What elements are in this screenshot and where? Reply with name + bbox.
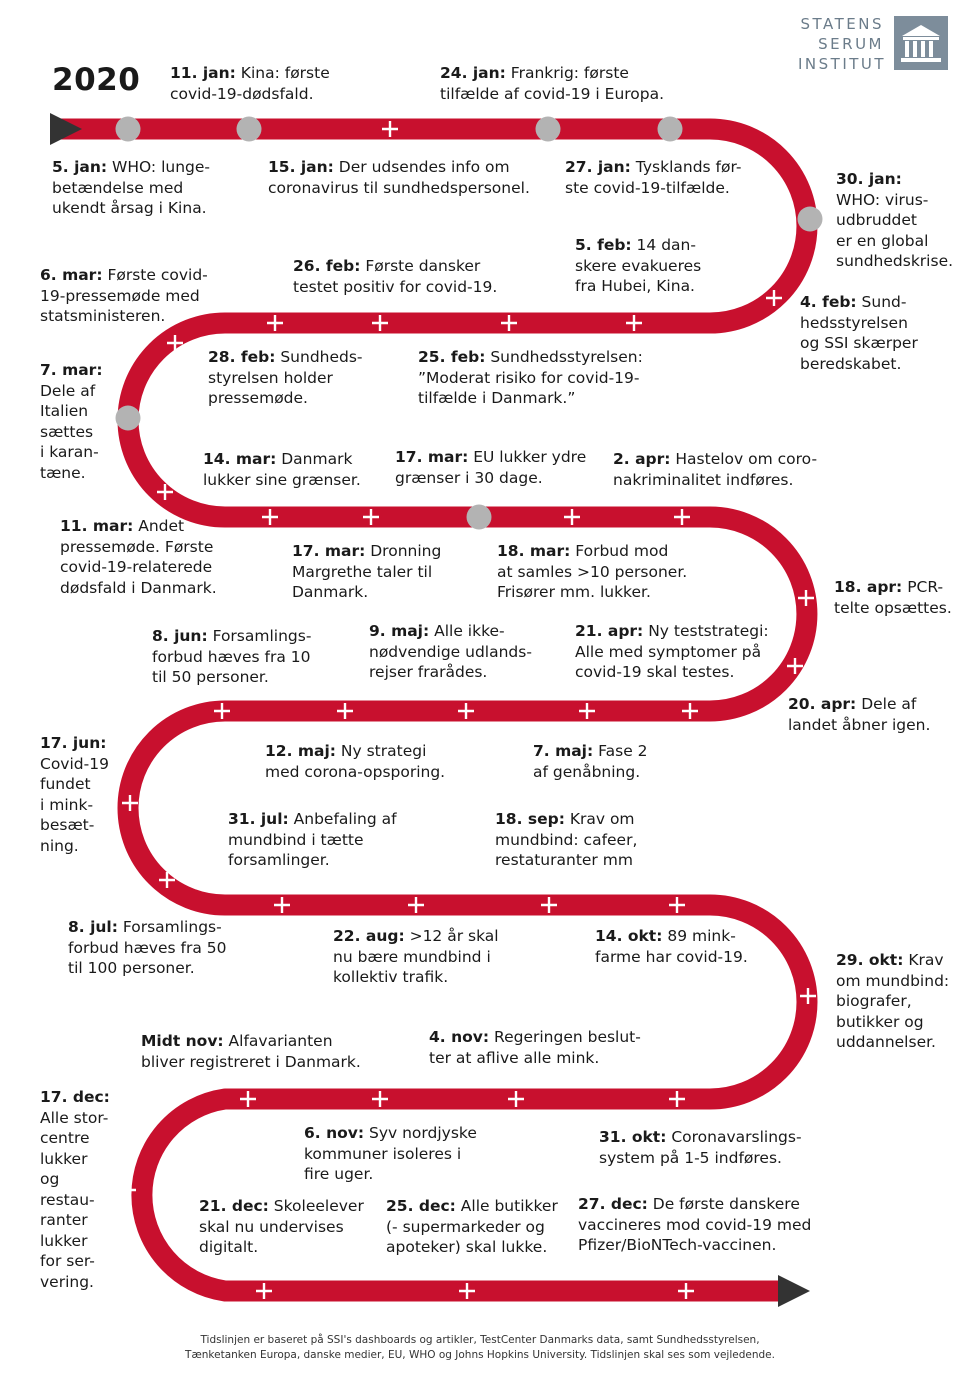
- event-text: Fase 2 af genåbning.: [533, 742, 648, 781]
- event-text: Anbefaling af mundbind i tætte forsamlinger.: [228, 810, 397, 869]
- event-text: Danmark lukker sine grænser.: [203, 450, 361, 489]
- event-dot: [798, 207, 823, 232]
- event-text: Regeringen beslut- ter at aflive alle mink.: [429, 1028, 641, 1067]
- event-dot: [536, 117, 561, 142]
- event-text: Krav om mundbind: cafeer, restaturanter mm: [495, 810, 638, 869]
- event-dot: [116, 406, 141, 431]
- timeline-end-arrow: [778, 1275, 810, 1307]
- event-label: [68, 917, 226, 979]
- event-date: 4. nov:: [429, 1028, 490, 1046]
- event-text: Sundhedsstyrelsen: ”Moderat risiko for covid-19- tilfælde i Danmark.”: [418, 348, 643, 407]
- event-text: Andet pressemøde. Første covid-19-relaterede dødsfald i Danmark.: [60, 517, 217, 597]
- event-date: 17. mar:: [292, 542, 366, 560]
- event-date: 28. feb:: [208, 348, 276, 366]
- event-label: [203, 449, 361, 490]
- event-date: 21. dec:: [199, 1197, 269, 1215]
- event-date: 9. maj:: [369, 622, 430, 640]
- event-label: [575, 235, 701, 297]
- event-text: Tysklands før- ste covid-19-tilfælde.: [565, 158, 742, 197]
- event-date: 20. apr:: [788, 695, 857, 713]
- event-label: [800, 292, 918, 374]
- event-label: [40, 1087, 110, 1292]
- event-text: Alle ikke- nødvendige udlands- rejser frarådes.: [369, 622, 532, 681]
- event-label: [40, 733, 109, 856]
- event-label: [595, 926, 748, 967]
- event-date: 6. nov:: [304, 1124, 365, 1142]
- event-label: [575, 621, 769, 683]
- event-label: [304, 1123, 477, 1185]
- event-text: 14 dan- skere evakueres fra Hubei, Kina.: [575, 236, 702, 295]
- event-date: 11. jan:: [170, 64, 236, 82]
- event-text: Dele af landet åbner igen.: [788, 695, 931, 734]
- event-label: [440, 63, 664, 104]
- event-label: [199, 1196, 364, 1258]
- event-date: 12. maj:: [265, 742, 336, 760]
- event-date: 18. sep:: [495, 810, 565, 828]
- event-label: [170, 63, 330, 104]
- event-text: Ny strategi med corona-opsporing.: [265, 742, 446, 781]
- event-text: Krav om mundbind: biografer, butikker og uddannelser.: [836, 951, 950, 1051]
- event-label: [369, 621, 532, 683]
- event-date: 8. jul:: [68, 918, 118, 936]
- event-date: 24. jan:: [440, 64, 506, 82]
- event-text: WHO: lunge- betændelse med ukendt årsag i Kina.: [52, 158, 210, 217]
- event-date: 6. mar:: [40, 266, 103, 284]
- event-label: [497, 541, 687, 603]
- event-date: 17. mar:: [395, 448, 469, 466]
- logo-text: STATENS SERUM INSTITUT: [798, 15, 887, 73]
- event-text: Covid-19 fundet i mink- besæt- ning.: [40, 754, 109, 855]
- event-text: De første danskere vaccineres mod covid-19 med Pfizer/BioNTech-vaccinen.: [578, 1195, 812, 1254]
- event-date: 18. apr:: [834, 578, 903, 596]
- event-date: 21. apr:: [575, 622, 644, 640]
- event-label: [495, 809, 637, 871]
- event-date: 11. mar:: [60, 517, 134, 535]
- event-dot: [116, 117, 141, 142]
- event-date: 5. jan:: [52, 158, 108, 176]
- event-label: [293, 256, 497, 297]
- event-date: 15. jan:: [268, 158, 334, 176]
- event-date: 7. mar:: [40, 361, 103, 379]
- event-date: 4. feb:: [800, 293, 857, 311]
- event-label: [788, 694, 930, 735]
- event-label: [533, 741, 648, 782]
- event-label: [228, 809, 397, 871]
- event-date: 26. feb:: [293, 257, 361, 275]
- event-text: Dele af Italien sættes i karan- tæne.: [40, 381, 99, 482]
- event-text: Syv nordjyske kommuner isoleres i fire uger.: [304, 1124, 477, 1183]
- event-date: 2. apr:: [613, 450, 671, 468]
- event-text: Ny teststrategi: Alle med symptomer på covid-19 skal testes.: [575, 622, 769, 681]
- event-label: [333, 926, 499, 988]
- event-date: 25. feb:: [418, 348, 486, 366]
- event-label: [834, 577, 952, 618]
- event-text: Forbud mod at samles >10 personer. Frisører mm. lukker.: [497, 542, 688, 601]
- event-text: PCR- telte opsættes.: [834, 578, 952, 617]
- source-footer: Tidslinjen er baseret på SSI's dashboards og artikler, TestCenter Danmarks data, samt Sundhedsstyrelsen, Tænketanken Europa, danske medier, EU, WHO og Johns Hopkins University. Tidslinjen skal ses som vejledende.: [185, 1334, 775, 1361]
- event-date: 14. mar:: [203, 450, 277, 468]
- event-date: 17. dec:: [40, 1088, 110, 1106]
- event-date: 5. feb:: [575, 236, 632, 254]
- event-date: 18. mar:: [497, 542, 571, 560]
- event-text: Alfavarianten bliver registreret i Danmark.: [141, 1032, 361, 1071]
- event-label: [395, 447, 586, 488]
- event-date: Midt nov:: [141, 1032, 224, 1050]
- event-dot: [237, 117, 262, 142]
- event-label: [418, 347, 643, 409]
- event-date: 17. jun:: [40, 734, 107, 752]
- event-date: 8. jun:: [152, 627, 208, 645]
- event-text: Forsamlings- forbud hæves fra 50 til 100 personer.: [68, 918, 227, 977]
- event-label: [429, 1027, 641, 1068]
- event-label: [268, 157, 530, 198]
- event-dot: [467, 505, 492, 530]
- event-label: [836, 169, 953, 272]
- event-text: Alle stor- centre lukker og restau- ranter lukker for ser- vering.: [40, 1108, 109, 1291]
- timeline-start-marker: [50, 113, 82, 145]
- event-text: Sund- hedsstyrelsen og SSI skærper beredskabet.: [800, 293, 918, 373]
- event-text: Coronavarslings- system på 1-5 indføres.: [599, 1128, 802, 1167]
- event-text: Dronning Margrethe taler til Danmark.: [292, 542, 442, 601]
- event-label: [613, 449, 817, 490]
- event-dot: [658, 117, 683, 142]
- event-text: WHO: virus- udbruddet er en global sundhedskrise.: [836, 190, 954, 270]
- event-label: [208, 347, 363, 409]
- year-title: 2020: [52, 62, 141, 98]
- event-text: 89 mink- farme har covid-19.: [595, 927, 748, 966]
- event-date: 29. okt:: [836, 951, 904, 969]
- event-label: [292, 541, 441, 603]
- event-date: 14. okt:: [595, 927, 663, 945]
- event-date: 30. jan:: [836, 170, 902, 188]
- event-text: Der udsendes info om coronavirus til sundhedspersonel.: [268, 158, 530, 197]
- event-text: Første covid- 19-pressemøde med statsministeren.: [40, 266, 208, 325]
- event-text: Frankrig: første tilfælde af covid-19 i Europa.: [440, 64, 665, 103]
- event-text: Kina: første covid-19-dødsfald.: [170, 64, 330, 103]
- event-label: [265, 741, 445, 782]
- event-text: EU lukker ydre grænser i 30 dage.: [395, 448, 587, 487]
- event-text: Hastelov om coro- nakriminalitet indføres.: [613, 450, 818, 489]
- event-date: 27. jan:: [565, 158, 631, 176]
- event-date: 27. dec:: [578, 1195, 648, 1213]
- event-text: Sundheds- styrelsen holder pressemøde.: [208, 348, 363, 407]
- building-icon: [894, 16, 948, 70]
- event-text: Første dansker testet positiv for covid-19.: [293, 257, 498, 296]
- event-date: 25. dec:: [386, 1197, 456, 1215]
- event-label: [565, 157, 741, 198]
- event-label: [578, 1194, 811, 1256]
- event-date: 31. jul:: [228, 810, 289, 828]
- event-date: 31. okt:: [599, 1128, 667, 1146]
- event-label: [836, 950, 949, 1053]
- event-label: [152, 626, 311, 688]
- event-date: 7. maj:: [533, 742, 594, 760]
- event-label: [386, 1196, 558, 1258]
- event-label: [599, 1127, 802, 1168]
- event-label: [60, 516, 217, 598]
- event-text: Alle butikker (- supermarkeder og apoteker) skal lukke.: [386, 1197, 558, 1256]
- event-text: Skoleelever skal nu undervises digitalt.: [199, 1197, 364, 1256]
- event-label: [141, 1031, 361, 1072]
- event-text: Forsamlings- forbud hæves fra 10 til 50 personer.: [152, 627, 312, 686]
- event-label: [40, 360, 103, 483]
- event-date: 22. aug:: [333, 927, 405, 945]
- event-label: [40, 265, 208, 327]
- event-label: [52, 157, 210, 219]
- event-text: >12 år skal nu bære mundbind i kollektiv trafik.: [333, 927, 499, 986]
